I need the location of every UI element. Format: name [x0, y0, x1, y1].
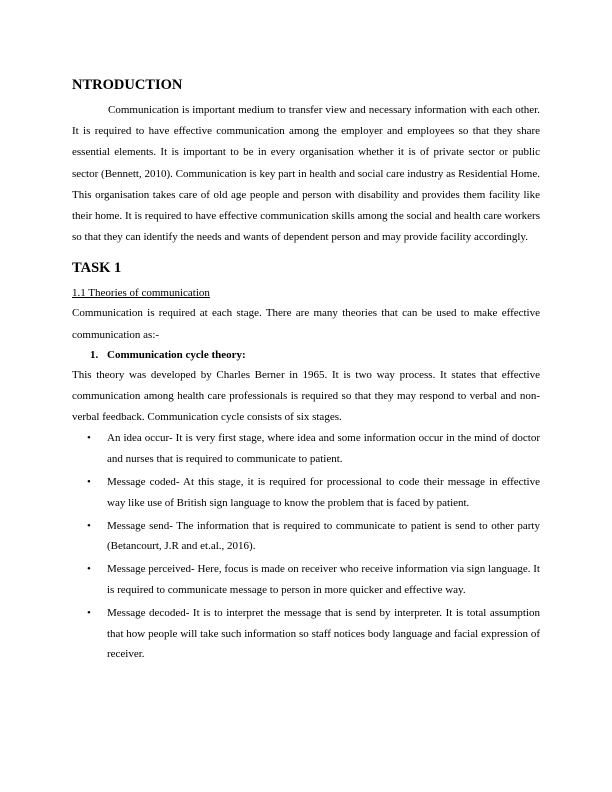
stage-text: Message perceived- Here, focus is made on receiver who receive information via sign language. It is required to communicate message to person in more quicker and effective way.: [107, 563, 540, 597]
stage-text: An idea occur- It is very first stage, where idea and some information occur in the mind of doctor and nurses that is required to communicate to patient.: [107, 432, 540, 466]
stage-list-item: [72, 516, 540, 558]
theory-list-item: [72, 346, 540, 365]
task-1-heading: TASK 1: [72, 260, 122, 277]
theory-numbered-list: [72, 346, 540, 365]
bullet-icon: •: [87, 476, 91, 489]
communication-cycle-stages: [72, 428, 540, 665]
stage-text: Message send- The information that is required to communicate to patient is send to other party (Betancourt, J.R and et.al., 2016).: [107, 519, 540, 553]
stage-list-item: [72, 559, 540, 601]
introduction-paragraph: Communication is important medium to transfer view and necessary information with each other. It is required to have effective communication among the employer and employees so that they share essential elements. It is important to be in every organisation whether it is of private sector or public sector (Bennett, 2010). Communication is key part in health and social care industry as Residential Home. This organisation takes care of old age people and person with disability and provides them facility like their home. It is required to have effective communication skills among the social and health care workers so that they can identify the needs and wants of dependent person and may provide facility accordingly.: [72, 104, 540, 244]
theory-paragraph: This theory was developed by Charles Berner in 1965. It is two way process. It states that effective communication among health care professionals is required so that they may respond to verbal and non-verbal feedback. Communication cycle consists of six stages.: [72, 368, 540, 424]
stage-list-item: [72, 472, 540, 514]
stage-text: Message decoded- It is to interpret the message that is send by interpreter. It is total assumption that how people will take such information so staff notices body language and facial expression of receiver.: [107, 606, 540, 661]
stage-text: Message coded- At this stage, it is required for processional to code their message in effective way like use of British sign language to know the problem that is faced by patient.: [107, 476, 540, 509]
task-1-lead-paragraph: Communication is required at each stage. There are many theories that can be used to make effective communication as:-: [72, 307, 540, 341]
bullet-icon: •: [87, 563, 91, 576]
theory-title: Communication cycle theory:: [107, 348, 246, 361]
bullet-icon: •: [87, 519, 91, 532]
introduction-heading: NTRODUCTION: [72, 77, 183, 93]
stage-list-item: [72, 603, 540, 665]
bullet-icon: •: [87, 606, 91, 619]
bullet-icon: •: [87, 432, 91, 445]
stage-list-item: [72, 428, 540, 470]
section-1-1-subheading: 1.1 Theories of communication: [72, 287, 210, 300]
theory-number: 1.: [90, 348, 99, 361]
